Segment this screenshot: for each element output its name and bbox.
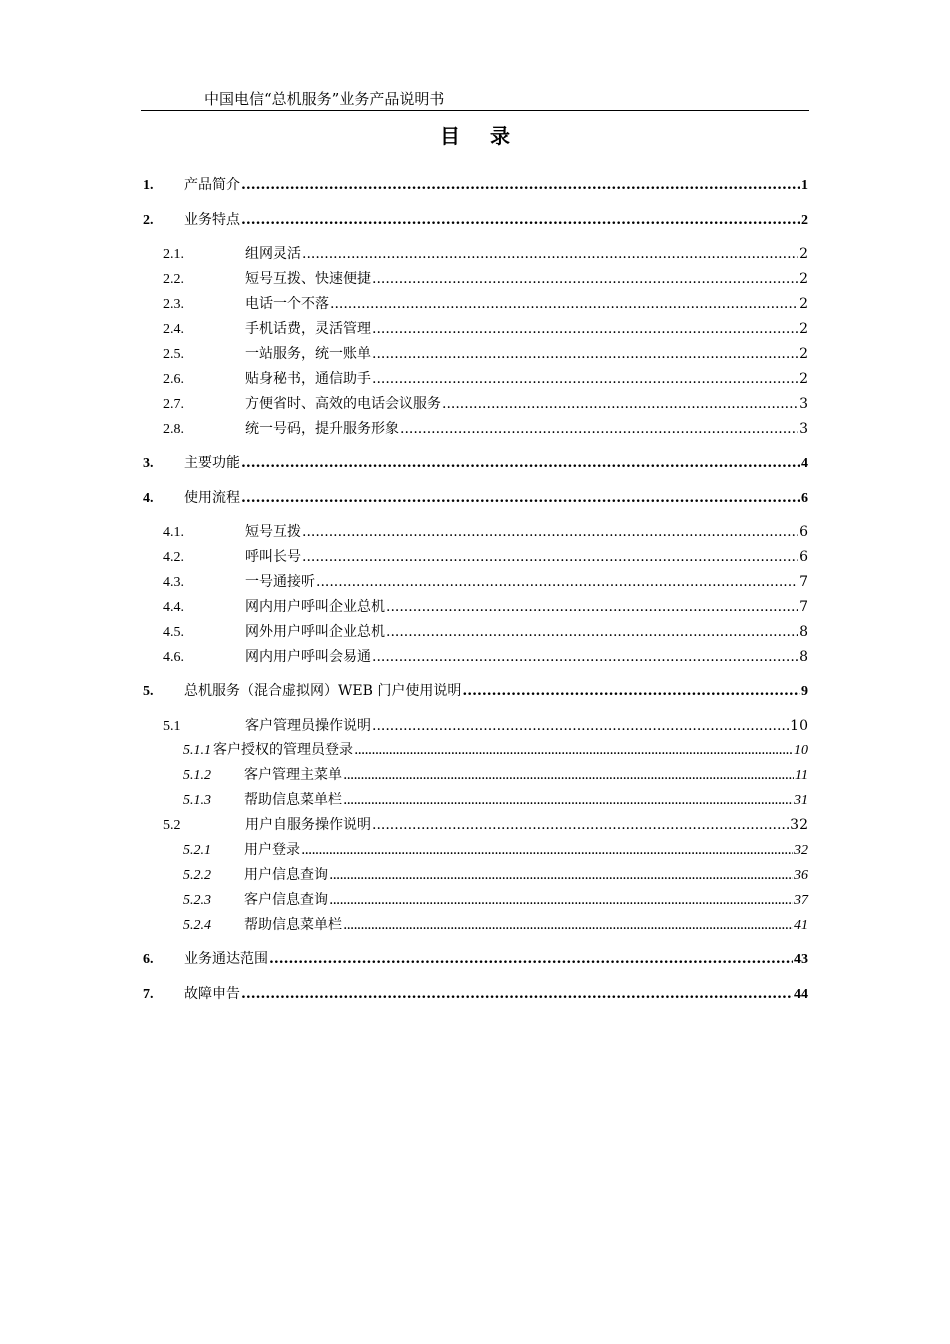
toc-entry[interactable] <box>141 244 808 264</box>
toc-entry-title: 贴身秘书，通信助手 <box>245 371 371 387</box>
toc-entry[interactable] <box>141 522 808 542</box>
toc-entry-number: 5.1.2 <box>183 768 211 783</box>
toc-entry-title: 一站服务，统一账单 <box>245 346 371 362</box>
toc-entry[interactable] <box>141 622 808 642</box>
toc-entry-page: 44 <box>794 987 808 1002</box>
toc-entry-number: 2.6. <box>163 372 184 387</box>
toc-entry-number: 5.2.4 <box>183 918 211 933</box>
toc-entry-page: 11 <box>795 768 808 783</box>
toc-entry-number: 2.4. <box>163 322 184 337</box>
toc-dot-leader <box>329 865 793 885</box>
toc-entry-number: 4.3. <box>163 575 184 590</box>
toc-dot-leader <box>269 949 793 969</box>
toc-dot-leader <box>301 840 793 860</box>
toc-entry-number: 2.7. <box>163 397 184 412</box>
toc-entry-page: 2 <box>799 296 808 312</box>
toc-entry[interactable] <box>141 294 808 314</box>
toc-entry-title: 方便省时、高效的电话会议服务 <box>245 396 441 412</box>
toc-entry-title: 用户信息查询 <box>244 867 328 883</box>
toc-entry-number: 2.8. <box>163 422 184 437</box>
toc-entry-title: 用户登录 <box>244 842 300 858</box>
toc-entry-page: 3 <box>799 421 808 437</box>
toc-entry-page: 1 <box>801 178 808 193</box>
toc-dot-leader <box>330 294 798 314</box>
toc-entry[interactable] <box>141 210 808 230</box>
toc-entry[interactable] <box>141 890 808 910</box>
toc-entry-number: 5.1.1 <box>183 743 211 758</box>
toc-entry-title: 短号互拨 <box>245 524 301 540</box>
toc-entry-title: 业务通达范围 <box>184 951 268 967</box>
toc-entry-number: 5.2.2 <box>183 868 211 883</box>
toc-dot-leader <box>302 522 798 542</box>
toc-dot-leader <box>372 319 798 339</box>
toc-entry-title: 短号互拨、快速便捷 <box>245 271 371 287</box>
toc-entry-number: 5. <box>143 684 154 699</box>
toc-entry-page: 43 <box>794 952 808 967</box>
toc-entry-page: 8 <box>799 649 808 665</box>
toc-entry-number: 5.2 <box>163 818 181 833</box>
toc-entry-number: 2. <box>143 213 154 228</box>
toc-entry-page: 37 <box>794 893 808 908</box>
toc-entry-page: 7 <box>799 574 808 590</box>
toc-entry[interactable] <box>141 915 808 935</box>
toc-entry-page: 10 <box>790 718 808 734</box>
toc-entry-number: 2.2. <box>163 272 184 287</box>
toc-dot-leader <box>400 419 798 439</box>
toc-entry[interactable] <box>141 344 808 364</box>
toc-title: 目录 <box>440 124 540 148</box>
toc-entry-page: 32 <box>790 817 808 833</box>
toc-entry-number: 4. <box>143 491 154 506</box>
toc-entry-title: 一号通接听 <box>245 574 315 590</box>
toc-entry[interactable] <box>141 740 808 760</box>
toc-entry-page: 31 <box>794 793 808 808</box>
toc-entry-title: 电话一个不落 <box>245 296 329 312</box>
toc-entry[interactable] <box>141 572 808 592</box>
toc-entry-number: 5.1 <box>163 719 181 734</box>
toc-entry-number: 4.1. <box>163 525 184 540</box>
toc-entry[interactable] <box>141 394 808 414</box>
toc-dot-leader <box>372 716 789 736</box>
toc-entry-page: 2 <box>799 346 808 362</box>
toc-entry-title: 统一号码，提升服务形象 <box>245 421 399 437</box>
toc-entry-number: 2.3. <box>163 297 184 312</box>
toc-entry-number: 5.1.3 <box>183 793 211 808</box>
toc-entry-title: 业务特点 <box>184 212 240 228</box>
toc-entry-title: 网外用户呼叫企业总机 <box>245 624 385 640</box>
toc-entry[interactable] <box>141 419 808 439</box>
toc-dot-leader <box>329 890 793 910</box>
toc-entry-number: 6. <box>143 952 154 967</box>
toc-entry-number: 4.4. <box>163 600 184 615</box>
toc-entry[interactable] <box>141 681 808 701</box>
toc-entry-title: 网内用户呼叫会易通 <box>245 649 371 665</box>
toc-entry-page: 7 <box>799 599 808 615</box>
toc-dot-leader <box>302 547 798 567</box>
toc-dot-leader <box>241 175 800 195</box>
toc-entry[interactable] <box>141 319 808 339</box>
toc-entry-number: 4.6. <box>163 650 184 665</box>
toc-entry-page: 6 <box>799 524 808 540</box>
header-text: 中国电信“总机服务”业务产品说明书 <box>204 90 445 108</box>
toc-entry-title: 手机话费，灵活管理 <box>245 321 371 337</box>
toc-entry[interactable] <box>141 840 808 860</box>
toc-entry-title: 故障申告 <box>184 986 240 1002</box>
toc-dot-leader <box>241 210 800 230</box>
toc-dot-leader <box>354 740 793 760</box>
toc-entry-number: 2.5. <box>163 347 184 362</box>
toc-dot-leader <box>372 647 798 667</box>
toc-entry[interactable] <box>141 984 808 1004</box>
toc-entry[interactable] <box>141 453 808 473</box>
toc-dot-leader <box>386 597 798 617</box>
toc-entry-page: 3 <box>799 396 808 412</box>
toc-dot-leader <box>343 765 794 785</box>
toc-entry-page: 2 <box>799 271 808 287</box>
toc-dot-leader <box>386 622 798 642</box>
toc-entry-number: 5.2.3 <box>183 893 211 908</box>
toc-entry-title: 客户管理员操作说明 <box>245 718 371 734</box>
toc-entry-title: 产品简介 <box>184 177 240 193</box>
toc-entry-title: 用户自服务操作说明 <box>245 817 371 833</box>
toc-entry-title: 呼叫长号 <box>245 549 301 565</box>
toc-entry-title: 客户信息查询 <box>244 892 328 908</box>
toc-entry-number: 4.5. <box>163 625 184 640</box>
toc-entry-page: 41 <box>794 918 808 933</box>
toc-entry[interactable] <box>141 647 808 667</box>
toc-entry[interactable] <box>141 597 808 617</box>
toc-entry-page: 2 <box>799 321 808 337</box>
toc-entry-page: 2 <box>799 246 808 262</box>
toc-entry-page: 2 <box>801 213 808 228</box>
toc-dot-leader <box>372 344 798 364</box>
toc-entry-page: 6 <box>801 491 808 506</box>
toc-entry-page: 2 <box>799 371 808 387</box>
toc-dot-leader <box>343 790 793 810</box>
toc-dot-leader <box>241 453 800 473</box>
toc-entry-number: 3. <box>143 456 154 471</box>
toc-dot-leader <box>372 369 798 389</box>
toc-dot-leader <box>241 488 800 508</box>
toc-entry-page: 10 <box>794 743 808 758</box>
toc-entry-title: 总机服务（混合虚拟网）WEB 门户使用说明 <box>184 683 462 699</box>
toc-entry-page: 36 <box>794 868 808 883</box>
toc-entry-page: 9 <box>801 684 808 699</box>
toc-entry-page: 6 <box>799 549 808 565</box>
toc-entry-number: 1. <box>143 178 154 193</box>
toc-entry-number: 4.2. <box>163 550 184 565</box>
toc-entry-number: 7. <box>143 987 154 1002</box>
toc-entry-page: 32 <box>794 843 808 858</box>
toc-entry[interactable] <box>141 369 808 389</box>
toc-entry-number: 5.2.1 <box>183 843 211 858</box>
toc-entry-title: 组网灵活 <box>245 246 301 262</box>
toc-entry[interactable] <box>141 790 808 810</box>
toc-entry[interactable] <box>141 815 808 835</box>
toc-entry[interactable] <box>141 175 808 195</box>
toc-entry-title: 网内用户呼叫企业总机 <box>245 599 385 615</box>
toc-dot-leader <box>462 681 800 701</box>
toc-dot-leader <box>372 269 798 289</box>
toc-entry-title: 帮助信息菜单栏 <box>244 917 342 933</box>
toc-dot-leader <box>372 815 789 835</box>
toc-entry[interactable] <box>141 949 808 969</box>
toc-entry[interactable] <box>141 488 808 508</box>
toc-entry-page: 4 <box>801 456 808 471</box>
toc-entry-number: 2.1. <box>163 247 184 262</box>
toc-dot-leader <box>343 915 793 935</box>
toc-entry-title: 主要功能 <box>184 455 240 471</box>
toc-dot-leader <box>316 572 798 592</box>
toc-entry[interactable] <box>141 865 808 885</box>
toc-dot-leader <box>442 394 798 414</box>
toc-entry-title: 使用流程 <box>184 490 240 506</box>
toc-entry-page: 8 <box>799 624 808 640</box>
toc-dot-leader <box>302 244 798 264</box>
toc-entry-title: 客户管理主菜单 <box>244 767 342 783</box>
toc-entry[interactable] <box>141 765 808 785</box>
toc-entry-title: 帮助信息菜单栏 <box>244 792 342 808</box>
toc-entry[interactable] <box>141 716 808 736</box>
toc-entry-title: 客户授权的管理员登录 <box>213 742 353 758</box>
toc-entry[interactable] <box>141 547 808 567</box>
toc-entry[interactable] <box>141 269 808 289</box>
toc-dot-leader <box>241 984 793 1004</box>
